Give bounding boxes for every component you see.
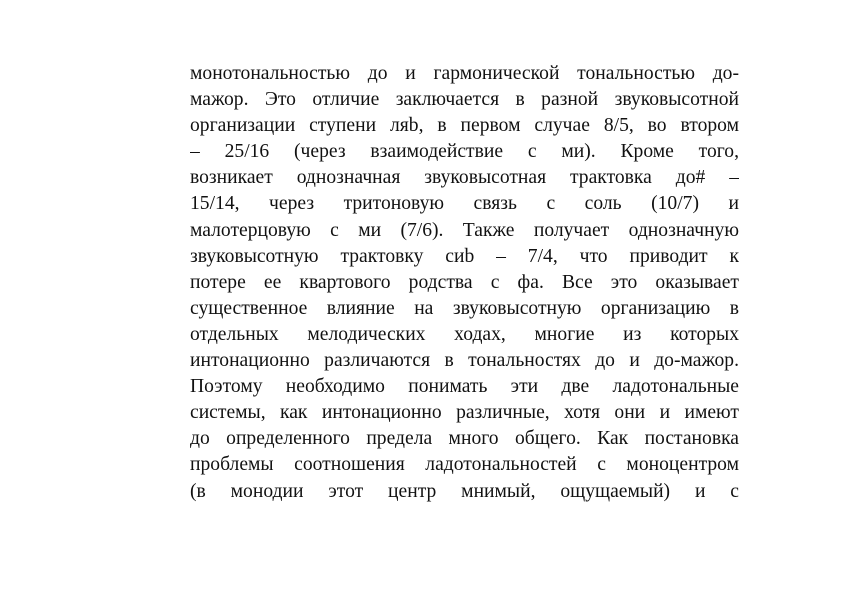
text-line: возникает однозначная звуковысотная трактовка до# – [190,167,739,189]
text-line: системы, как интонационно различные, хотя они и имеют [190,402,739,424]
text-line: монотональностью до и гармонической тональностью до- [190,63,739,84]
text-line: малотерцовую с ми (7/6). Также получает однозначную [190,219,739,241]
text-line: до определенного предела много общего. Как постановка [190,428,739,450]
text-line: мажор. Это отличие заключается в разной звуковысотной [190,89,739,111]
text-line: звуковысотную трактовку сиb – 7/4, что приводит к [190,245,739,267]
text-line: проблемы соотношения ладотональностей с моноцентром [190,454,739,476]
body-text [190,61,739,505]
text-line: организации ступени ляb, в первом случае 8/5, во втором [190,115,739,137]
text-line: (в монодии этот центр мнимый, ощущаемый) и с [190,480,739,502]
text-line: 15/14, через тритоновую связь с соль (10/7) и [190,193,739,215]
text-line: потере ее квартового родства с фа. Все это оказывает [190,271,739,293]
text-line: существенное влияние на звуковысотную организацию в [190,297,739,319]
text-line: интонационно различаются в тональностях до и до-мажор. [190,350,739,372]
text-line: – 25/16 (через взаимодействие с ми). Кроме того, [190,141,739,163]
text-line: отдельных мелодических ходах, многие из которых [190,323,739,345]
text-line: Поэтому необходимо понимать эти две ладотональные [190,376,739,398]
